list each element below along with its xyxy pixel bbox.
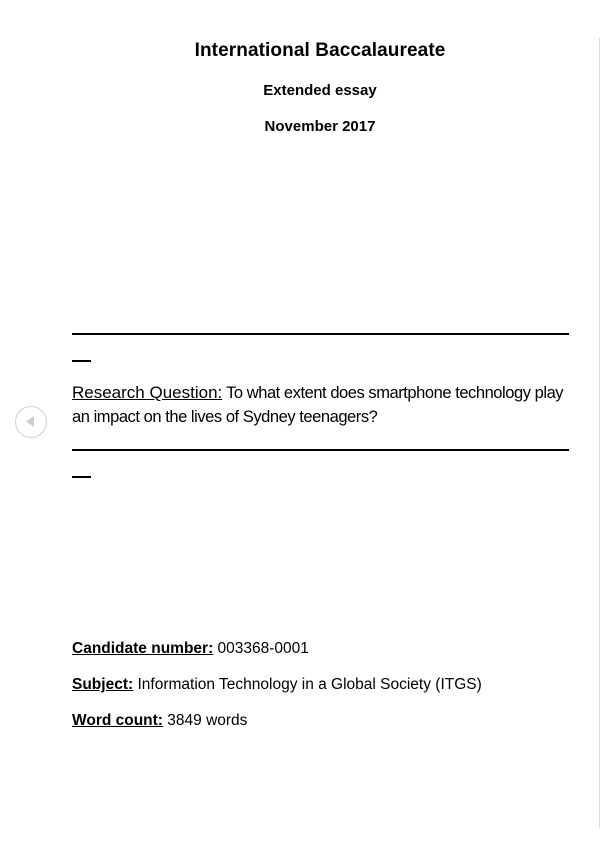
bottom-rule	[72, 449, 569, 451]
research-question	[72, 381, 572, 429]
page-edge-divider	[599, 38, 600, 828]
word-count	[72, 712, 247, 730]
chevron-left-icon	[16, 407, 45, 436]
research-question-text: To what extent does smartphone technology play an impact on the lives of Sydney teenagers?	[72, 384, 564, 426]
bottom-rule-dash	[72, 476, 91, 478]
word-count-value: 3849 words	[162, 712, 248, 729]
document-title: International Baccalaureate	[194, 40, 446, 61]
candidate-number-label: Candidate number:	[72, 640, 214, 657]
subject-label: Subject:	[72, 676, 134, 693]
top-rule	[72, 333, 569, 335]
previous-page-button[interactable]	[15, 406, 47, 438]
research-question-label: Research Question:	[72, 383, 223, 402]
top-rule-dash	[72, 360, 91, 362]
candidate-number-value: 003368-0001	[213, 640, 309, 657]
subject-value: Information Technology in a Global Society (ITGS)	[133, 676, 482, 693]
subject	[72, 676, 482, 694]
document-subtitle: Extended essay	[263, 82, 377, 99]
document-date: November 2017	[264, 118, 376, 135]
word-count-label: Word count:	[72, 712, 163, 729]
candidate-number	[72, 640, 309, 658]
